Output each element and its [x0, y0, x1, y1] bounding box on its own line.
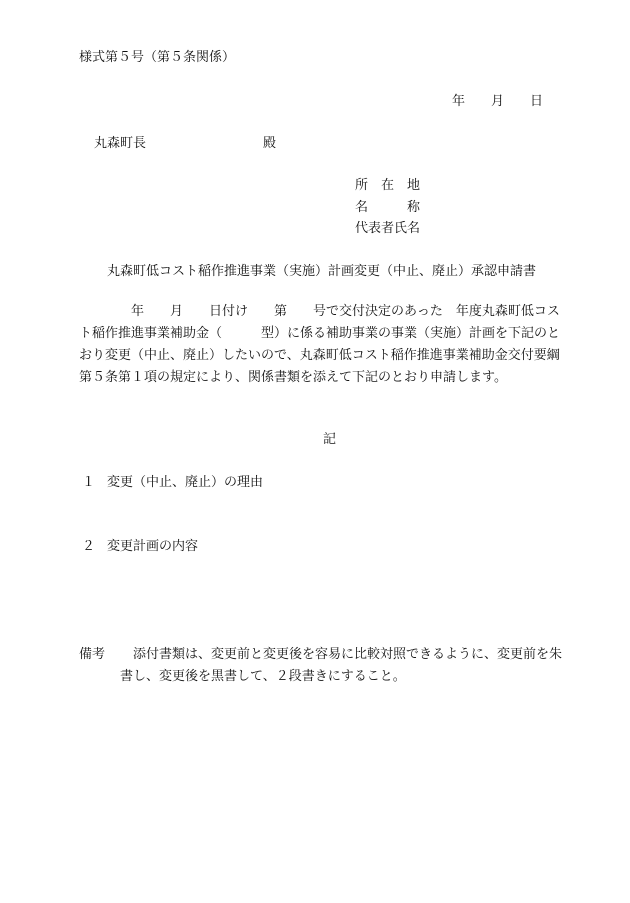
body-line: おり変更（中止、廃止）したいので、丸森町低コスト稲作推進事業補助金交付要綱 — [79, 348, 560, 363]
addressee: 丸森町長 殿 — [94, 136, 277, 151]
item-number: １ — [82, 475, 96, 490]
body-line: 第５条第１項の規定により、関係書類を添えて下記のとおり申請します。 — [79, 370, 507, 385]
item-label: 変更計画の内容 — [107, 539, 199, 554]
item-label: 変更（中止、廃止）の理由 — [107, 475, 264, 490]
name-label: 名 称 — [355, 200, 421, 215]
body-line: ト稲作推進事業補助金（ 型）に係る補助事業の事業（実施）計画を下記のと — [79, 326, 561, 341]
remarks-label: 備考 — [79, 647, 106, 662]
address-label: 所 在 地 — [355, 178, 421, 193]
body-paragraph — [79, 301, 599, 389]
date-line: 年 月 日 — [452, 94, 544, 109]
ki-heading: 記 — [323, 432, 337, 447]
document-title: 丸森町低コスト稲作推進事業（実施）計画変更（中止、廃止）承認申請書 — [107, 264, 537, 279]
remarks-line-1: 添付書類は、変更前と変更後を容易に比較対照できるように、変更前を朱 — [133, 647, 563, 662]
form-number: 様式第５号（第５条関係） — [79, 50, 236, 65]
body-line: 年 月 日付け 第 号で交付決定のあった 年度丸森町低コス — [79, 304, 560, 319]
item-number: ２ — [82, 539, 96, 554]
representative-label: 代表者氏名 — [355, 221, 421, 236]
remarks-line-2: 書し、変更後を黒書して、２段書きにすること。 — [120, 669, 406, 684]
